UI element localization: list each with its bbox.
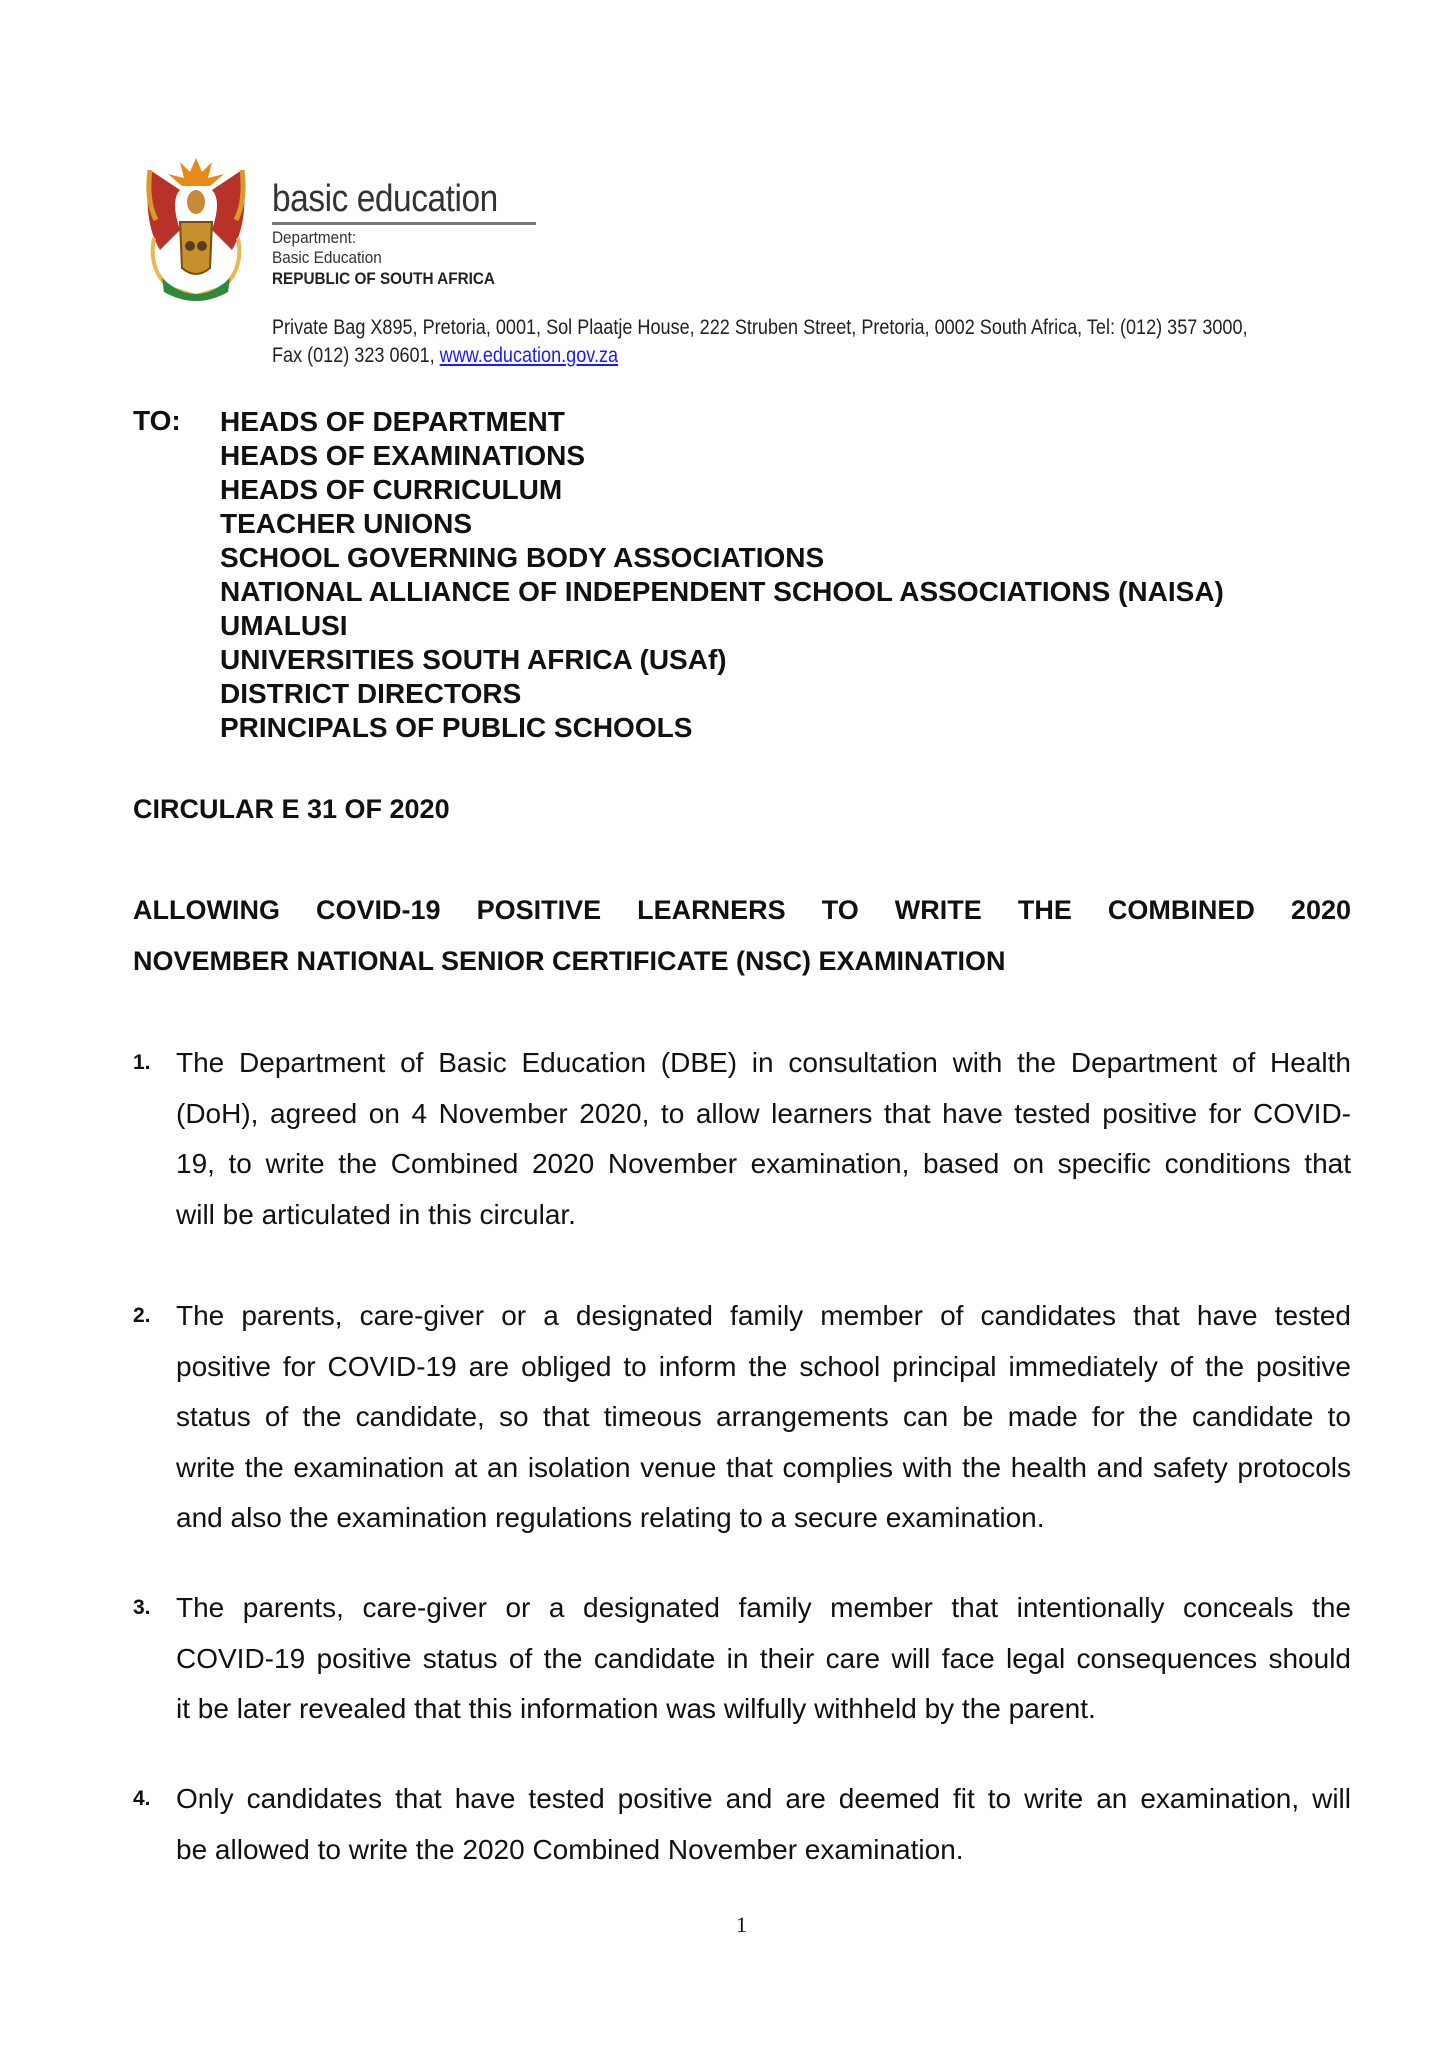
recipient: HEADS OF EXAMINATIONS	[220, 440, 586, 471]
paragraph-number: 2.	[133, 1304, 151, 1327]
recipient: PRINCIPALS OF PUBLIC SCHOOLS	[220, 712, 693, 743]
paragraph-number: 4.	[133, 1787, 151, 1810]
country-name: REPUBLIC OF SOUTH AFRICA	[272, 269, 495, 288]
recipient: DISTRICT DIRECTORS	[220, 678, 522, 709]
recipient: HEADS OF DEPARTMENT	[220, 406, 565, 437]
paragraph-line: it be later revealed that this information was wilfully withheld by the parent.	[176, 1693, 1096, 1724]
address-line-2	[272, 344, 618, 368]
paragraph-line: The Department of Basic Education (DBE) in consultation with the Department of Health	[176, 1047, 1351, 1078]
paragraph-1	[133, 1038, 1351, 1240]
fax-text: Fax (012) 323 0601,	[272, 344, 440, 367]
address-line-1: Private Bag X895, Pretoria, 0001, Sol Plaatje House, 222 Struben Street, Pretoria, 0002 South Africa, Tel: (012) 357 3000,	[272, 316, 1248, 339]
recipient: UNIVERSITIES SOUTH AFRICA (USAf)	[220, 644, 727, 675]
recipient: TEACHER UNIONS	[220, 508, 473, 539]
website-link[interactable]: www.education.gov.za	[439, 344, 619, 367]
paragraph-line: COVID-19 positive status of the candidate in their care will face legal consequences should	[176, 1642, 1351, 1674]
paragraph-line: Only candidates that have tested positive and are deemed fit to write an examination, will	[176, 1783, 1351, 1814]
coat-of-arms-icon	[140, 150, 252, 305]
recipient: UMALUSI	[220, 610, 348, 641]
paragraph-3	[133, 1583, 1351, 1735]
paragraph-line: be allowed to write the 2020 Combined November examination.	[176, 1833, 964, 1865]
recipient: SCHOOL GOVERNING BODY ASSOCIATIONS	[220, 542, 825, 573]
circular-number: CIRCULAR E 31 OF 2020	[133, 794, 450, 824]
coat-of-arms-logo	[140, 150, 252, 305]
title-line: NOVEMBER NATIONAL SENIOR CERTIFICATE (NSC) EXAMINATION	[133, 946, 1006, 976]
paragraph-line: will be articulated in this circular.	[176, 1198, 576, 1230]
paragraph-line: (DoH), agreed on 4 November 2020, to allow learners that have tested positive for COVID-	[176, 1097, 1351, 1129]
brand-name: basic education	[272, 178, 498, 220]
department-label: Department:	[272, 228, 357, 247]
paragraph-number: 3.	[133, 1596, 151, 1619]
paragraph-line: 19, to write the Combined 2020 November examination, based on specific conditions that	[176, 1148, 1351, 1179]
paragraph-4	[133, 1774, 1351, 1875]
paragraph-line: positive for COVID-19 are obliged to inform the school principal immediately of the positive	[176, 1350, 1351, 1382]
paragraph-line: and also the examination regulations relating to a secure examination.	[176, 1502, 1045, 1533]
paragraph-line: The parents, care-giver or a designated family member of candidates that have tested	[176, 1300, 1351, 1331]
brand-divider	[272, 222, 536, 225]
paragraph-line: The parents, care-giver or a designated family member that intentionally conceals the	[176, 1592, 1351, 1623]
recipient: HEADS OF CURRICULUM	[220, 474, 563, 505]
paragraph-2	[133, 1291, 1351, 1544]
department-name: Basic Education	[272, 248, 382, 267]
paragraph-number: 1.	[133, 1051, 151, 1074]
page-number: 1	[736, 1912, 747, 1937]
paragraph-line: status of the candidate, so that timeous arrangements can be made for the candidate to	[176, 1401, 1351, 1432]
title-line: ALLOWING COVID-19 POSITIVE LEARNERS TO WRITE THE COMBINED 2020	[133, 895, 1351, 925]
document-title	[133, 885, 1351, 987]
paragraph-line: write the examination at an isolation venue that complies with the health and safety protocols	[176, 1451, 1351, 1483]
recipient-list	[220, 405, 1224, 745]
to-label: TO:	[133, 405, 181, 436]
recipient: NATIONAL ALLIANCE OF INDEPENDENT SCHOOL ASSOCIATIONS (NAISA)	[220, 576, 1224, 607]
